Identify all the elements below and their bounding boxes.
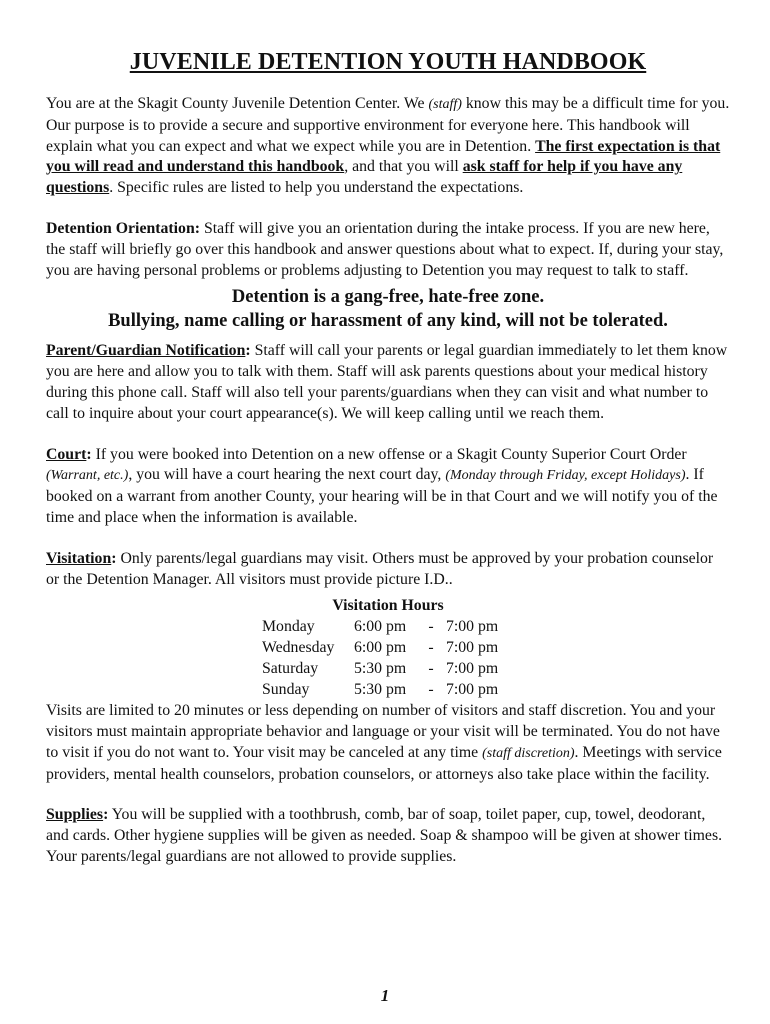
court-heading-colon: :: [86, 445, 92, 463]
page-title: JUVENILE DETENTION YOUTH HANDBOOK: [129, 49, 647, 75]
visit-limits-text-2: . Meetings with service providers, mental health counselors, probation counselors, or attorneys also take place within the facility.: [46, 743, 722, 783]
parent-text: Staff will call your parents or legal guardian immediately to let them know you are here and allow you to talk with them. Staff will ask parents questions about your medical history during this phone call. Staff will also tell your parents/guardians when they can visit and what number to call to inquire about your court appearance(s). We will keep calling until we reach them.: [46, 342, 728, 422]
intro-text-4: . Specific rules are listed to help you understand the expectations.: [109, 179, 524, 197]
court-days-note: (Monday through Friday, except Holidays): [445, 468, 686, 484]
visit-limits-text-1: Visits are limited to 20 minutes or less depending on number of visitors and staff discretion. You and your visitors must maintain appropriate behavior and language or your visit will be terminated. You do not have to visit if you do not want to. Your visit may be canceled at any time: [46, 702, 720, 761]
hours-separator: -: [428, 681, 434, 699]
hours-separator: -: [428, 660, 434, 678]
hours-start: 5:30 pm: [354, 681, 407, 699]
court-paragraph: [46, 445, 730, 529]
visitation-hours-table: [262, 617, 498, 701]
visit-discretion-note: (staff discretion): [482, 745, 575, 761]
hours-separator: -: [428, 639, 434, 657]
visitation-heading-colon: :: [111, 549, 117, 567]
visitation-heading: Visitation: [46, 549, 112, 567]
hours-end: 7:00 pm: [446, 639, 499, 657]
supplies-text: You will be supplied with a toothbrush, comb, bar of soap, toilet paper, cup, towel, deodorant, and cards. Other hygiene supplies will be given as needed. Soap & shampoo will be given at shower times. Your parents/legal guardians are not allowed to provide supplies.: [46, 806, 723, 865]
court-text-3: . If booked on a warrant from another County, your hearing will be in that Court and we will notify you of the time and place when the information is available.: [46, 466, 718, 526]
table-row: [262, 638, 498, 659]
hours-start: 6:00 pm: [354, 639, 407, 657]
visit-limits-paragraph: [46, 701, 730, 785]
orientation-text: Staff will give you an orientation during the intake process. If you are new here, the staff will briefly go over this handbook and answer questions about what to expect. If, during your stay, you are having personal problems or problems adjusting to Detention you may request to talk to staff.: [46, 219, 724, 279]
supplies-paragraph: [46, 805, 730, 867]
table-row: [262, 659, 498, 680]
zone-line-2: Bullying, name calling or harassment of any kind, will not be tolerated.: [108, 311, 668, 332]
page-number: 1: [380, 986, 390, 1005]
intro-text-2: know this may be a difficult time for you. Our purpose is to provide a secure and supportive environment for everyone here. This handbook will explain what you can expect and what we expect while you are in Detention.: [46, 95, 730, 155]
hours-day: Sunday: [262, 681, 310, 699]
visitation-hours-title: Visitation Hours: [332, 597, 444, 615]
zone-notice: [46, 285, 730, 333]
court-warrant-note: (Warrant, etc.): [46, 468, 129, 484]
intro-staff-note: (staff): [428, 97, 462, 112]
handbook-page: [46, 48, 730, 868]
hours-start: 5:30 pm: [354, 660, 407, 678]
intro-text-3: , and that you will: [344, 158, 463, 176]
table-row: [262, 680, 498, 701]
hours-day: Monday: [262, 618, 315, 636]
intro-ask-staff: ask staff for help if you have any questions: [46, 158, 683, 197]
court-heading: Court: [46, 445, 87, 463]
zone-line-1: Detention is a gang-free, hate-free zone.: [231, 287, 545, 308]
table-row: [262, 617, 498, 638]
hours-end: 7:00 pm: [446, 660, 499, 678]
hours-day: Saturday: [262, 660, 319, 678]
parent-heading-colon: :: [245, 342, 251, 360]
orientation-heading: Detention Orientation:: [46, 219, 200, 237]
visitation-paragraph: [46, 549, 730, 591]
supplies-heading-colon: :: [103, 806, 109, 824]
hours-separator: -: [428, 618, 434, 636]
hours-end: 7:00 pm: [446, 618, 499, 636]
visitation-text: Only parents/legal guardians may visit. Others must be approved by your probation counselor or the Detention Manager. All visitors must provide picture I.D..: [46, 549, 714, 588]
court-text-2: , you will have a court hearing the next court day,: [128, 466, 446, 484]
court-text-1: If you were booked into Detention on a new offense or a Skagit County Superior Court Order: [91, 445, 687, 463]
intro-paragraph: [46, 94, 730, 199]
hours-end: 7:00 pm: [446, 681, 499, 699]
parent-paragraph: [46, 341, 730, 424]
hours-day: Wednesday: [262, 639, 335, 657]
intro-text-1: You are at the Skagit County Juvenile Detention Center. We: [46, 95, 429, 112]
orientation-paragraph: [46, 219, 730, 281]
hours-start: 6:00 pm: [354, 618, 407, 636]
parent-heading: Parent/Guardian Notification: [46, 342, 246, 360]
supplies-heading: Supplies: [46, 806, 104, 824]
intro-first-expectation: The first expectation is that you will read and understand this handbook: [46, 137, 721, 176]
